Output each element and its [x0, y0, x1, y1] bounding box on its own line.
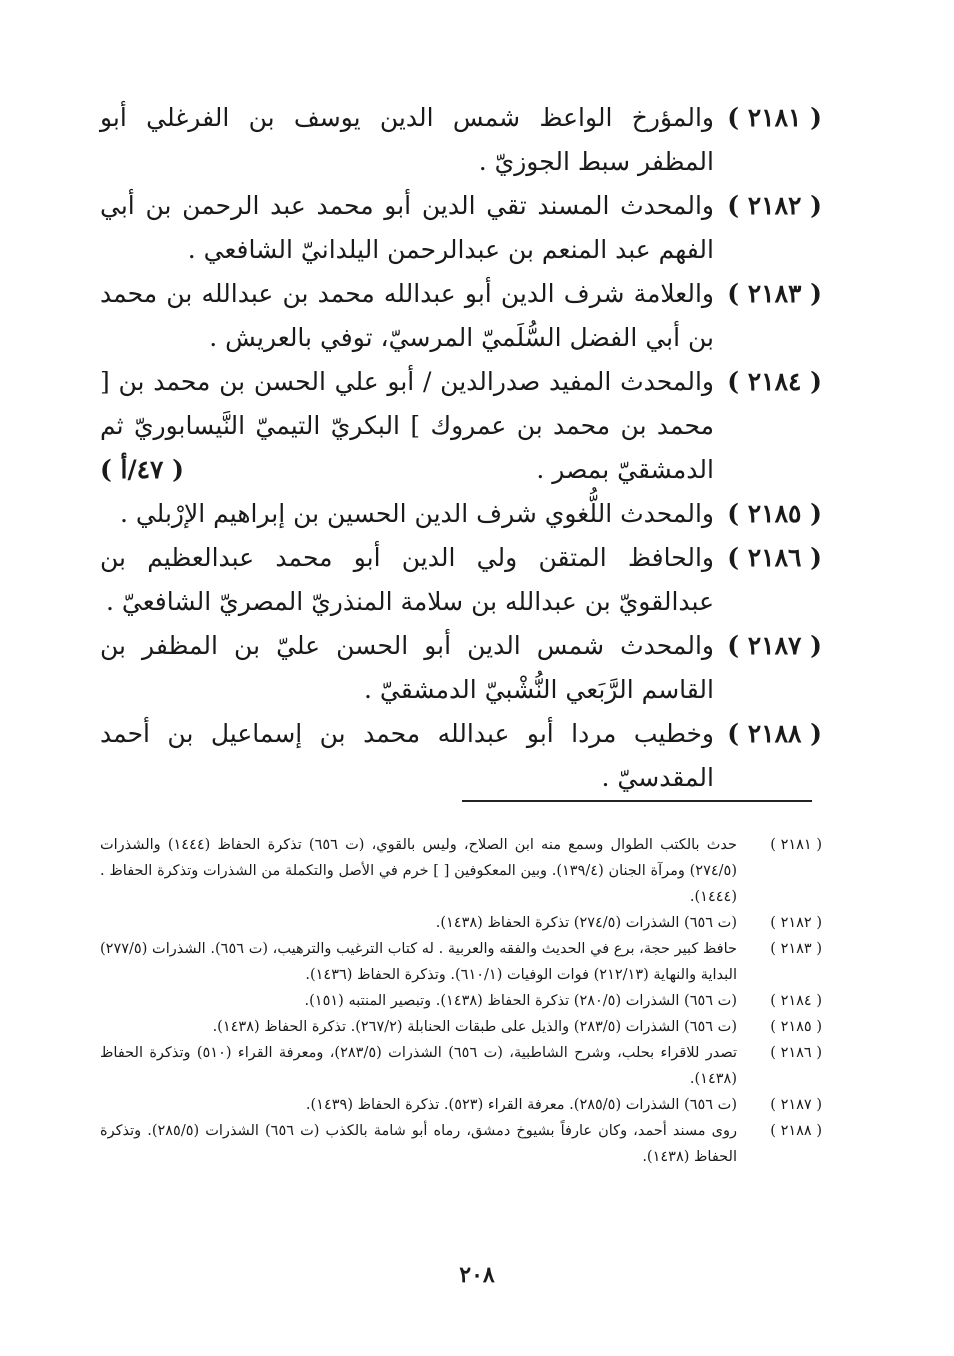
footnote-text: حدث بالكتب الطوال وسمع منه ابن الصلاح، وليس بالقوي، (ت ٦٥٦) تذكرة الحفاظ (١٤٤٤) والشذرات (٢٧٤/٥) ومرآة الجنان (١٣٩/٤). وبين المعكوفين [ ] خرم في الأصل والتكملة من الشذرات وتذكرة الحفاظ . (١٤٤٤).	[100, 837, 737, 905]
entry-number: ( ٢١٨٣ )	[727, 279, 822, 308]
footnote-number: ( ٢١٨٧ )	[770, 1097, 822, 1113]
footnote-number: ( ٢١٨٢ )	[770, 915, 822, 931]
footnote-text: روى مسند أحمد، وكان عارفاً بشيوخ دمشق، رماه أبو شامة بالكذب (ت ٦٥٦) الشذرات (٢٨٥/٥). وتذكرة الحفاظ (١٤٣٨).	[100, 1123, 737, 1165]
entry-text: والمحدث المسند تقي الدين أبو محمد عبد الرحمن بن أبي الفهم عبد المنعم بن عبدالرحمن اليلدانيّ الشافعي .	[100, 191, 714, 264]
footnote	[100, 1040, 822, 1092]
footnote	[100, 1118, 822, 1170]
footnote-number: ( ٢١٨٤ )	[770, 993, 822, 1009]
footnote-number: ( ٢١٨٥ )	[770, 1019, 822, 1035]
folio-marker: ( ٤٧/أ )	[100, 455, 185, 484]
entry-text: والمؤرخ الواعظ شمس الدين يوسف بن الفرغلي أبو المظفر سبط الجوزيّ .	[100, 103, 714, 176]
footnote-text: (ت ٦٥٦) الشذرات (٢٧٤/٥) تذكرة الحفاظ (١٤٣٨).	[435, 915, 737, 931]
entry-number: ( ٢١٨٥ )	[727, 499, 822, 528]
footnote-text: (ت ٦٥٦) الشذرات (٢٨٣/٥) والذيل على طبقات الحنابلة (٢٦٧/٢). تذكرة الحفاظ (١٤٣٨).	[212, 1019, 737, 1035]
footnote-divider	[462, 800, 812, 802]
entry-number: ( ٢١٨٦ )	[727, 543, 822, 572]
entry-text: والمحدث اللُّغوي شرف الدين الحسين بن إبراهيم الإرْبلي .	[119, 499, 714, 528]
entry-number: ( ٢١٨٧ )	[727, 631, 822, 660]
main-entries	[100, 96, 822, 800]
footnote-number: ( ٢١٨٨ )	[770, 1123, 822, 1139]
entry-text-container	[100, 360, 714, 492]
entry	[100, 272, 822, 360]
entry	[100, 712, 822, 800]
footnote	[100, 832, 822, 910]
footnote	[100, 988, 822, 1014]
footnote	[100, 1092, 822, 1118]
entry	[100, 96, 822, 184]
entry-text: وخطيب مردا أبو عبدالله محمد بن إسماعيل بن أحمد المقدسيّ .	[100, 719, 714, 792]
footnote-number: ( ٢١٨٦ )	[770, 1045, 822, 1061]
entry-number: ( ٢١٨٤ )	[727, 367, 822, 396]
footnote-text: تصدر للاقراء بحلب، وشرح الشاطبية، (ت ٦٥٦) الشذرات (٢٨٣/٥)، ومعرفة القراء (٥١٠) وتذكرة الحفاظ (١٤٣٨).	[100, 1045, 737, 1087]
footnote	[100, 910, 822, 936]
footnote-text: (ت ٦٥٦) الشذرات (٢٨٠/٥) تذكرة الحفاظ (١٤٣٨). وتبصير المنتبه (١٥١).	[304, 993, 737, 1009]
footnotes	[100, 832, 822, 1170]
entry-number: ( ٢١٨٨ )	[727, 719, 822, 748]
footnote-number: ( ٢١٨٣ )	[770, 941, 822, 957]
entry-number: ( ٢١٨٢ )	[727, 191, 822, 220]
entry-text: والعلامة شرف الدين أبو عبدالله محمد بن عبدالله بن محمد بن أبي الفضل السُّلَميّ المرسيّ، توفي بالعريش .	[100, 279, 714, 352]
entry-text: والحافظ المتقن ولي الدين أبو محمد عبدالعظيم بن عبدالقويّ بن عبدالله بن سلامة المنذريّ المصريّ الشافعيّ .	[100, 543, 714, 616]
footnote	[100, 1014, 822, 1040]
entry-text: والمحدث شمس الدين أبو الحسن عليّ بن المظفر بن القاسم الرَّبَعي النُّشْبيّ الدمشقيّ .	[100, 631, 714, 704]
entry	[100, 536, 822, 624]
page-number: ٢٠٨	[459, 1262, 495, 1288]
entry-text: والمحدث المفيد صدرالدين / أبو علي الحسن بن محمد بن [ محمد بن محمد بن عمروك ] البكريّ التيميّ النَّيسابوريّ ثم الدمشقيّ بمصر .	[100, 367, 714, 484]
entry-number: ( ٢١٨١ )	[727, 103, 822, 132]
footnote	[100, 936, 822, 988]
footnote-text: (ت ٦٥٦) الشذرات (٢٨٥/٥). معرفة القراء (٥٢٣). تذكرة الحفاظ (١٤٣٩).	[305, 1097, 737, 1113]
entry	[100, 360, 822, 492]
footnote-number: ( ٢١٨١ )	[770, 837, 822, 853]
entry	[100, 184, 822, 272]
entry	[100, 492, 822, 536]
entry	[100, 624, 822, 712]
footnote-text: حافظ كبير حجة، برع في الحديث والفقه والعربية . له كتاب الترغيب والترهيب، (ت ٦٥٦). الشذرات (٢٧٧/٥) البداية والنهاية (٢١٢/١٣) فوات الوفيات (٦١٠/١). وتذكرة الحفاظ (١٤٣٦).	[100, 941, 737, 983]
